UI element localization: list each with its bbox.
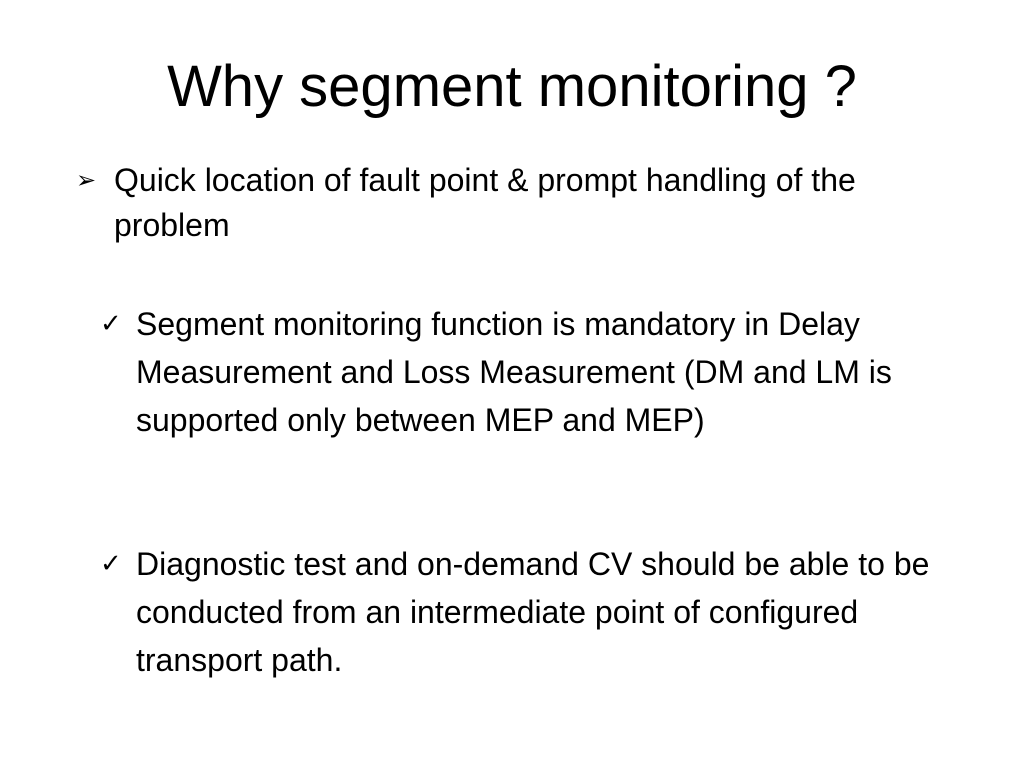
sub-bullet-text: Segment monitoring function is mandatory in Delay Measurement and Loss Measurement (DM and LM is supported only between MEP and MEP) (136, 306, 892, 438)
checkmark-icon: ✓ (100, 549, 122, 579)
slide-title: Why segment monitoring ? (167, 54, 857, 119)
checkmark-icon: ✓ (100, 309, 122, 339)
sub-bullet-text: Diagnostic test and on-demand CV should be able to be conducted from an intermediate point of configured transport path. (136, 546, 930, 678)
bullet-quick-location (76, 158, 976, 248)
sub-bullet-diagnostic-test (100, 540, 980, 684)
sub-bullet-segment-monitoring (100, 300, 980, 444)
bullet-text: Quick location of fault point & prompt handling of the problem (114, 162, 856, 243)
arrow-bullet-icon: ➢ (76, 166, 97, 194)
